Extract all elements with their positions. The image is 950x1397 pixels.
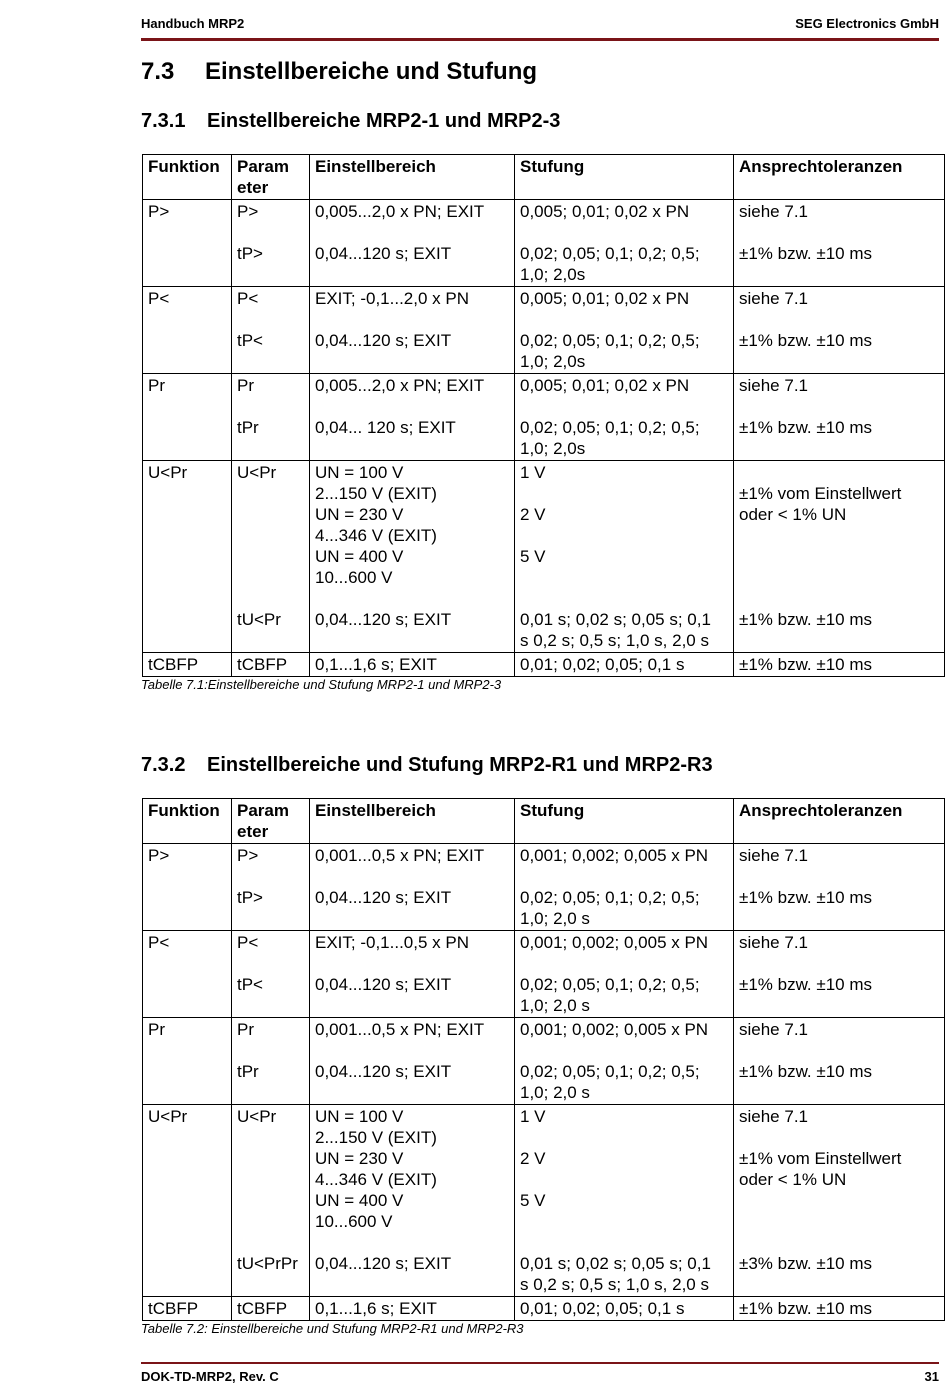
cell-function: tCBFP [143, 1297, 232, 1321]
table-row [143, 461, 945, 653]
cell-steps: 0,001; 0,002; 0,005 x PN 0,02; 0,05; 0,1; 0,2; 0,5; 1,0; 2,0 s [515, 931, 734, 1018]
cell-parameter: Pr tPr [232, 374, 310, 461]
settings-table-1 [142, 154, 945, 677]
cell-setting-range: EXIT; -0,1...2,0 x PN 0,04...120 s; EXIT [310, 287, 515, 374]
header-tolerance: Ansprechtoleranzen [734, 155, 945, 200]
cell-function: tCBFP [143, 653, 232, 677]
cell-steps: 0,01; 0,02; 0,05; 0,1 s [515, 1297, 734, 1321]
cell-function: U<Pr [143, 461, 232, 653]
page-footer [141, 1362, 939, 1386]
cell-parameter: U<Pr tU<Pr [232, 461, 310, 653]
table-row [143, 374, 945, 461]
settings-table-2 [142, 798, 945, 1321]
subsection-title: Einstellbereiche und Stufung MRP2-R1 und MRP2-R3 [207, 754, 713, 776]
cell-tolerance: siehe 7.1 ±1% bzw. ±10 ms [734, 200, 945, 287]
header-setting-range: Einstellbereich [310, 799, 515, 844]
header-parameter: Param eter [232, 155, 310, 200]
header-manual-title: Handbuch MRP2 [141, 16, 245, 31]
cell-tolerance: siehe 7.1 ±1% bzw. ±10 ms [734, 844, 945, 931]
header-company: SEG Electronics GmbH [795, 16, 939, 31]
table-row [143, 200, 945, 287]
cell-setting-range: 0,001...0,5 x PN; EXIT 0,04...120 s; EXIT [310, 844, 515, 931]
cell-function: Pr [143, 374, 232, 461]
table-row [143, 1105, 945, 1297]
footer-page-number: 31 [924, 1369, 939, 1384]
cell-function: P< [143, 931, 232, 1018]
section-title: Einstellbereiche und Stufung [205, 58, 538, 85]
table-row [143, 844, 945, 931]
header-parameter: Param eter [232, 799, 310, 844]
subsection-heading-1 [141, 110, 560, 133]
cell-setting-range: 0,005...2,0 x PN; EXIT 0,04...120 s; EXIT [310, 200, 515, 287]
cell-parameter: P< tP< [232, 287, 310, 374]
header-setting-range: Einstellbereich [310, 155, 515, 200]
subsection-number: 7.3.2 [141, 754, 186, 776]
cell-steps: 1 V 2 V 5 V 0,01 s; 0,02 s; 0,05 s; 0,1 s 0,2 s; 0,5 s; 1,0 s, 2,0 s [515, 461, 734, 653]
cell-steps: 0,001; 0,002; 0,005 x PN 0,02; 0,05; 0,1; 0,2; 0,5; 1,0; 2,0 s [515, 1018, 734, 1105]
table-row [143, 1297, 945, 1321]
cell-setting-range: 0,001...0,5 x PN; EXIT 0,04...120 s; EXIT [310, 1018, 515, 1105]
cell-tolerance: ±1% bzw. ±10 ms [734, 1297, 945, 1321]
cell-parameter: P> tP> [232, 200, 310, 287]
table-row [143, 1018, 945, 1105]
header-steps: Stufung [515, 155, 734, 200]
cell-function: Pr [143, 1018, 232, 1105]
cell-setting-range: EXIT; -0,1...0,5 x PN 0,04...120 s; EXIT [310, 931, 515, 1018]
cell-setting-range: 0,005...2,0 x PN; EXIT 0,04... 120 s; EXIT [310, 374, 515, 461]
table-header-row [143, 155, 945, 200]
cell-tolerance: siehe 7.1 ±1% vom Einstellwert oder < 1% UN ±3% bzw. ±10 ms [734, 1105, 945, 1297]
table-header-row [143, 799, 945, 844]
table-row [143, 287, 945, 374]
cell-steps: 0,005; 0,01; 0,02 x PN 0,02; 0,05; 0,1; 0,2; 0,5; 1,0; 2,0s [515, 287, 734, 374]
page-header [141, 14, 939, 41]
cell-tolerance: siehe 7.1 ±1% bzw. ±10 ms [734, 287, 945, 374]
cell-tolerance: ±1% vom Einstellwert oder < 1% UN ±1% bzw. ±10 ms [734, 461, 945, 653]
cell-tolerance: ±1% bzw. ±10 ms [734, 653, 945, 677]
cell-setting-range: 0,1...1,6 s; EXIT [310, 653, 515, 677]
cell-steps: 0,01; 0,02; 0,05; 0,1 s [515, 653, 734, 677]
cell-tolerance: siehe 7.1 ±1% bzw. ±10 ms [734, 1018, 945, 1105]
table-caption-2: Tabelle 7.2: Einstellbereiche und Stufung MRP2-R1 und MRP2-R3 [141, 1321, 524, 1336]
cell-parameter: tCBFP [232, 653, 310, 677]
cell-function: P> [143, 200, 232, 287]
cell-setting-range: UN = 100 V 2...150 V (EXIT) UN = 230 V 4...346 V (EXIT) UN = 400 V 10...600 V 0,04...120 s; EXIT [310, 461, 515, 653]
cell-parameter: P< tP< [232, 931, 310, 1018]
cell-parameter: tCBFP [232, 1297, 310, 1321]
header-steps: Stufung [515, 799, 734, 844]
subsection-number: 7.3.1 [141, 110, 186, 132]
subsection-title: Einstellbereiche MRP2-1 und MRP2-3 [207, 110, 561, 132]
header-function: Funktion [143, 799, 232, 844]
cell-function: P> [143, 844, 232, 931]
cell-function: U<Pr [143, 1105, 232, 1297]
cell-steps: 0,001; 0,002; 0,005 x PN 0,02; 0,05; 0,1; 0,2; 0,5; 1,0; 2,0 s [515, 844, 734, 931]
table-row [143, 931, 945, 1018]
cell-parameter: P> tP> [232, 844, 310, 931]
section-number: 7.3 [141, 58, 175, 85]
header-tolerance: Ansprechtoleranzen [734, 799, 945, 844]
cell-parameter: U<Pr tU<PrPr [232, 1105, 310, 1297]
cell-setting-range: UN = 100 V 2...150 V (EXIT) UN = 230 V 4...346 V (EXIT) UN = 400 V 10...600 V 0,04...120 s; EXIT [310, 1105, 515, 1297]
cell-tolerance: siehe 7.1 ±1% bzw. ±10 ms [734, 931, 945, 1018]
header-function: Funktion [143, 155, 232, 200]
cell-steps: 0,005; 0,01; 0,02 x PN 0,02; 0,05; 0,1; 0,2; 0,5; 1,0; 2,0s [515, 200, 734, 287]
subsection-heading-2 [141, 754, 713, 777]
table-caption-1: Tabelle 7.1:Einstellbereiche und Stufung MRP2-1 und MRP2-3 [141, 677, 502, 692]
cell-parameter: Pr tPr [232, 1018, 310, 1105]
table-row [143, 653, 945, 677]
cell-steps: 0,005; 0,01; 0,02 x PN 0,02; 0,05; 0,1; 0,2; 0,5; 1,0; 2,0s [515, 374, 734, 461]
footer-document-id: DOK-TD-MRP2, Rev. C [141, 1369, 279, 1384]
section-heading [141, 58, 537, 86]
cell-tolerance: siehe 7.1 ±1% bzw. ±10 ms [734, 374, 945, 461]
cell-function: P< [143, 287, 232, 374]
cell-setting-range: 0,1...1,6 s; EXIT [310, 1297, 515, 1321]
cell-steps: 1 V 2 V 5 V 0,01 s; 0,02 s; 0,05 s; 0,1 s 0,2 s; 0,5 s; 1,0 s, 2,0 s [515, 1105, 734, 1297]
